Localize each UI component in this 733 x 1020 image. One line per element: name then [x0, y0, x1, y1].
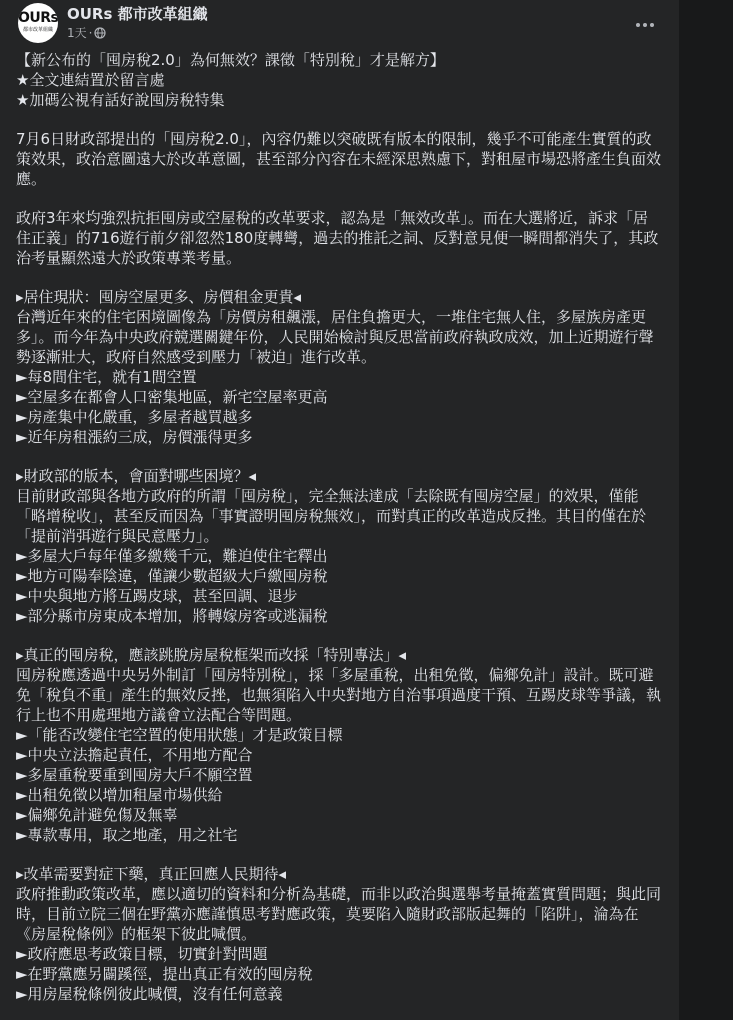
post-paragraph: [16, 287, 667, 447]
post-text-line: 《房屋稅條例》的框架下彼此喊價。: [16, 925, 257, 943]
post-text-line: 囤房稅應透過中央另外制訂「囤房特別稅」，採「多屋重稅，出租免徵，偏鄉免計」設計。既可避: [16, 666, 654, 684]
post-text-line: ►每8間住宅，就有1間空置: [16, 368, 197, 386]
post-text-line: 7月6日財政部提出的「囤房稅2.0」，內容仍難以突破既有版本的限制，幾乎不可能產生實質的政: [16, 130, 652, 148]
post-text-line: ►中央與地方將互踢皮球，甚至回調、退步: [16, 587, 298, 605]
post-header: [12, 0, 667, 46]
post-text-line: ►多屋大戶每年僅多繳幾千元，難迫使住宅釋出: [16, 547, 328, 565]
globe-icon[interactable]: [94, 26, 106, 40]
post-meta: [67, 25, 106, 41]
post-text-line: ►「能否改變住宅空置的使用狀態」才是政策目標: [16, 726, 343, 744]
avatar-logo-subtext: 都市改革組織: [22, 27, 53, 33]
post-paragraph: [16, 864, 667, 1004]
post-paragraph: [16, 50, 667, 110]
post-text-line: 行上也不用處理地方議會立法配合等問題。: [16, 706, 302, 724]
post-text-line: 應。: [16, 170, 47, 188]
post-text-line: 住正義」的716遊行前夕卻忽然180度轉彎，過去的推託之詞、反對意見便一瞬間都消失了，其政: [16, 229, 659, 247]
post-text-line: 政府3年來均強烈抗拒囤房或空屋稅的改革要求，認為是「無效改革」。而在大選將近，訴求「居: [16, 209, 649, 227]
post-text-line: 「略增稅收」，甚至反而因為「事實證明囤房稅無效」，而對真正的改革造成反挫。其目的僅在於: [16, 507, 647, 525]
post-text-line: ►房產集中化嚴重，多屋者越買越多: [16, 408, 253, 426]
paragraph-gap: [16, 626, 667, 645]
post-text-line: ►多屋重稅要重到囤房大戶不願空置: [16, 766, 253, 784]
paragraph-gap: [16, 447, 667, 466]
post-text-line: ►在野黨應另闢蹊徑，提出真正有效的囤房稅: [16, 965, 313, 983]
meta-separator: ·: [88, 26, 93, 40]
page-avatar[interactable]: [18, 3, 58, 43]
post-text-line: 「提前消弭遊行與民意壓力」。: [16, 527, 219, 545]
more-options-button[interactable]: [631, 8, 659, 36]
post-text-line: ►近年房租漲約三成，房價漲得更多: [16, 428, 253, 446]
post-text-line: 多」。而今年為中央政府競選關鍵年份，人民開始檢討與反思當前政府執政成效，加上近期遊行聲: [16, 328, 654, 346]
post-text-line: ►部分縣市房東成本增加，將轉嫁房客或逃漏稅: [16, 607, 328, 625]
page-name-link[interactable]: OURs 都市改革組織: [67, 5, 208, 23]
post-paragraph: [16, 129, 667, 189]
avatar-logo-text: OURs: [18, 10, 58, 26]
post-text-line: ►空屋多在都會人口密集地區，新宅空屋率更高: [16, 388, 328, 406]
post-text-line: ▸改革需要對症下藥，真正回應人民期待◂: [16, 865, 287, 883]
paragraph-gap: [16, 268, 667, 287]
post-text-line: 【新公布的「囤房稅2.0」為何無效？課徵「特別稅」才是解方】: [16, 51, 445, 69]
post-text-line: ►用房屋稅條例彼此喊價，沒有任何意義: [16, 985, 283, 1003]
post-text-line: ▸財政部的版本，會面對哪些困境？◂: [16, 467, 257, 485]
post-paragraph: [16, 208, 667, 268]
paragraph-gap: [16, 845, 667, 864]
post-paragraph: [16, 466, 667, 626]
post-text-line: ►偏鄉免計避免傷及無辜: [16, 806, 178, 824]
post-text-line: 策效果，政治意圖遠大於改革意圖，甚至部分內容在未經深思熟慮下，對租屋市場恐將產生負面效: [16, 150, 662, 168]
paragraph-gap: [16, 110, 667, 129]
post-timestamp[interactable]: 1天: [67, 26, 87, 40]
post-text-line: ►地方可陽奉陰違，僅讓少數超級大戶繳囤房稅: [16, 567, 328, 585]
post-text-line: 政府推動政策改革，應以適切的資料和分析為基礎，而非以政治與選舉考量掩蓋實質問題；與此同: [16, 885, 662, 903]
post-text-line: ►專款專用，取之地產，用之社宅: [16, 826, 238, 844]
post-text-line: ►中央立法擔起責任，不用地方配合: [16, 746, 253, 764]
post-paragraph: [16, 645, 667, 845]
post-text-line: 治考量顯然遠大於政策專業考量。: [16, 249, 242, 267]
post-text-line: ★全文連結置於留言處: [16, 71, 165, 89]
post-text-line: ★加碼公視有話好說囤房稅特集: [16, 91, 225, 109]
post-text: [16, 50, 667, 1004]
paragraph-gap: [16, 189, 667, 208]
post-text-line: 時，目前立院三個在野黨亦應謹慎思考對應政策，莫要陷入隨財政部版起舞的「陷阱」，淪為在: [16, 905, 639, 923]
post-text-line: ▸真正的囤房稅，應該跳脫房屋稅框架而改採「特別專法」◂: [16, 646, 407, 664]
post-text-line: 台灣近年來的住宅困境圖像為「房價房租飆漲，居住負擔更大，一堆住宅無人住，多屋族房產更: [16, 308, 647, 326]
more-horizontal-icon: [635, 13, 655, 32]
post-text-line: 目前財政部與各地方政府的所謂「囤房稅」，完全無法達成「去除既有囤房空屋」的效果，僅能: [16, 487, 639, 505]
post-text-line: ►出租免徵以增加租屋市場供給: [16, 786, 223, 804]
post-text-line: 免「稅負不重」產生的無效反挫，也無須陷入中央對地方自治事項過度干預、互踢皮球等爭議，執: [16, 686, 662, 704]
post-text-line: ►政府應思考政策目標，切實針對問題: [16, 945, 268, 963]
post-text-line: ▸居住現狀：囤房空屋更多、房價租金更貴◂: [16, 288, 302, 306]
post-text-line: 勢逐漸壯大，政府自然感受到壓力「被迫」進行改革。: [16, 348, 377, 366]
